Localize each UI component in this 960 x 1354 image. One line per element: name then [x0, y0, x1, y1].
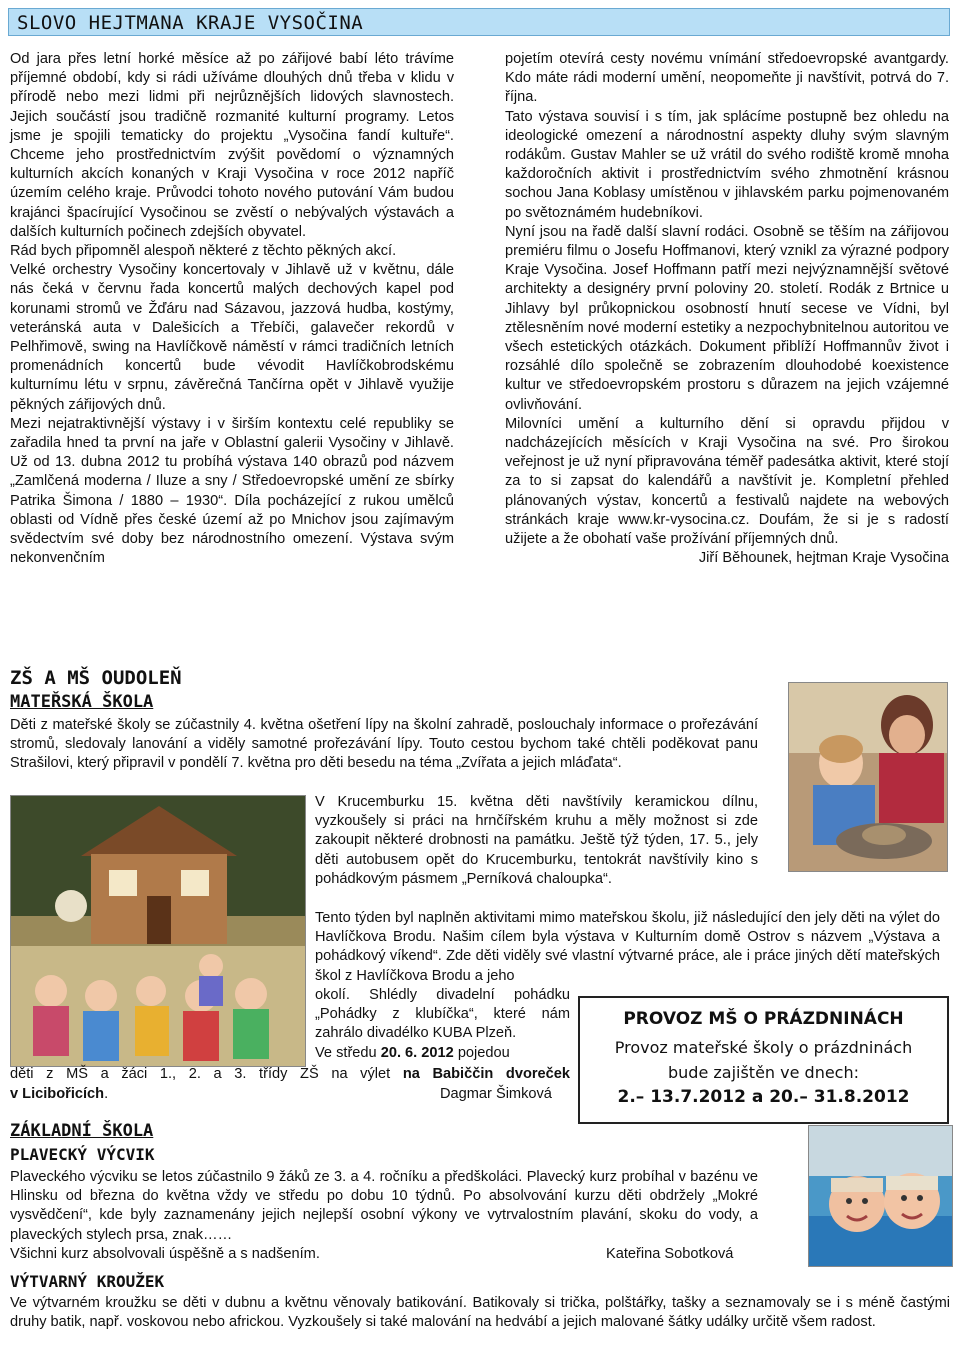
ms-author: Dagmar Šimková [440, 1086, 552, 1102]
ms-intro-text: Děti z mateřské školy se zúčastnily 4. května ošetření lípy na školní zahradě, poslouchaly informace o prořezávání stromů, sledovaly lanování a viděly samotné prořezávání lípy. Touto cestou bychom také chtěli poděkovat panu Strašilovi, který připravil v pondělí 7. května pro děti besedu na téma „Zvířata a jejich mláďata“. [10, 717, 758, 772]
hejtman-left-column [10, 50, 454, 568]
gingerbread-photo-image [11, 796, 306, 1067]
ms-trip-date: 20. 6. 2012 [380, 1044, 454, 1061]
vk-text-body: Ve výtvarném kroužku se děti v dubnu a květnu věnovaly batikování. Batikovaly si trička, polštářky, tašky a seznamovaly se i s méně častými druhy batik, např. voskovou nebo africkou. Vyzkoušely si také malování na hedvábí a jejich malované šátky událky určitě všem radost. [10, 1295, 950, 1331]
plav-heading: PLAVECKÝ VÝCVIK [10, 1145, 155, 1164]
hejtman-right-column [505, 50, 949, 568]
vk-heading: VÝTVARNÝ KROUŽEK [10, 1272, 165, 1291]
pottery-photo [788, 682, 948, 872]
ms-divadlo [315, 986, 570, 1063]
ms-intro [10, 716, 758, 774]
banner-title: SLOVO HEJTMANA KRAJE VYSOČINA [17, 12, 364, 34]
gingerbread-photo [10, 795, 306, 1067]
hejtman-paragraph: Tato výstava souvisí i s tím, jak splácíme postupně bez ohledu na ideologické omezení a národnostní aspekty dluhy svým slavným rodákům. Gustav Mahler se už vrátil do svého rodiště kromě mnoha každoročních aktivit i prostřednictvím svého zhmotnění krásnou sochou Jana Koblasy umístěnou v jihlavském parku pojmenovaném po světoznámém hudebníkovi. [505, 108, 949, 221]
ms-trip-line-2 [10, 1065, 570, 1084]
pottery-photo-image [789, 683, 948, 872]
school-heading: ZŠ A MŠ OUDOLEŇ [10, 667, 182, 689]
pool-photo-image [809, 1126, 953, 1267]
pool-photo [808, 1125, 953, 1267]
plav-text-end: Všichni kurz absolvovali úspěšně a s nadšením. [10, 1246, 320, 1262]
provoz-line2: bude zajištěn ve dnech: [667, 1063, 860, 1083]
hejtman-paragraph: Nyní jsou na řadě další slavní rodáci. Osobně se těším na zářijovou premiéru filmu o Josefu Hoffmanovi, který vznikl za výrazné podpory Kraje Vysočina. Josef Hoffmann patří mezi nejvýznamnější světové architekty a designéry první poloviny 20. století. Rodák z Brtnice u Jihlavy byl průkopnickou osobností hnutí secese ve Vídni, byl ztělesněním nové moderní estetiky a nezpochybnitelnou autoritou ve všech estetických otázkách. Dokument přiblíží Hoffmannův život i rozsáhlé dílo společně se zobrazením dlouhodobé koexistence kultur ve středoevropském prostoru s důrazem na jejich vzájemné ovlivňování. [505, 223, 949, 413]
provoz-box [578, 996, 949, 1124]
plav-text-body: Plaveckého výcviku se letos zúčastnilo 9 žáků ze 3. a 4. ročníku a předškoláci. Plavecký kurz probíhal v bazénu ve Hlinsku od března do května vždy ve středu po dobu 10 týdnů. Po absolvování kurzu děti obdržely „Mokré vysvědčení“, kde byly zaznamenány jejich nejlepší osobní výkony ve vytrvalostním plavání, skoku do vody, a plaveckých stylech prsa, znak…… [10, 1169, 758, 1243]
hejtman-signature: Jiří Běhounek, hejtman Kraje Vysočina [698, 550, 949, 567]
provoz-dates: 2.– 13.7.2012 a 20.– 31.8.2012 [617, 1087, 910, 1108]
ms-trip3-post: . [104, 1086, 109, 1102]
ms-trip2-bold: na Babiččin dvoreček [402, 1066, 571, 1082]
hejtman-paragraph: pojetím otevírá cesty novému vnímání středoevropské avantgardy. Kdo máte rádi moderní umění, neopomeňte ji navštívit, potrvá do 7. října. [505, 51, 949, 106]
hejtman-paragraph: Velké orchestry Vysočiny koncertovaly v Jihlavě už v květnu, dále nás čeká v červnu řada koncertů malých dechových kapel pod korunami stromů ve Žďáru nad Sázavou, jazzová hudba, kostýmy, veteránská auta v Dalešicích a Třebíči, galavečer rekordů v Pelhřimově, swing na Havlíčkově náměstí v rámci tradičních letních promenádních koncertů bude vévodit Havlíčkobrodskému kulturnímu létu v srpnu, závěrečná Tančírna opět v Jihlavě využije pěkných zářijových dnů. [10, 262, 454, 413]
plav-author: Kateřina Sobotková [606, 1246, 734, 1262]
ms-havlickuv-brod [315, 909, 940, 986]
hejtman-paragraph: Od jara přes letní horké měsíce až po zářijové babí léto trávíme příjemné období, kdy si rádi užíváme dlouhých dnů třeba v klidu v přírodě nebo mezi lidmi při nejrůznějších lidových slavnostech. Jejich součástí jsou tradičně rozmanité kulturní programy. Letos jsme je spojili tematicky do projektu „Vysočina fandí kultuře“. Chceme jeho prostřednictvím zvýšit povědomí o významných kulturních akcích konaných v Kraji Vysočina v roce 2012 napříč územím celého kraje. Průvodci tohoto nového putování Vám budou krajánci špacírující Vysočinou se zvěstí o nebývalých výstavách a dalších kulturních počinech zdejších obyvatel. [10, 51, 454, 240]
ms-krucemburk-text: V Krucemburku 15. května děti navštívily keramickou dílnu, vyzkoušely si práci na hrnčířském kruhu a měly možnost si zde zakoupit některé drobnosti na památku. Ještě týž týden, 17. 5., jely děti autobusem opět do Krucemburku, tentokrát navštívily kino s pohádkovým pásmem „Perníková chaloupka“. [315, 794, 758, 887]
ms-havlickuv-brod-text: Tento týden byl naplněn aktivitami mimo mateřskou školu, již následující den jely děti na výlet do Havlíčkova Brodu. Našim cílem byla výstava v Kulturním domě Ostrov s názvem „Výstava a pohádkový víkend“. Zde děti viděly své vlastní výtvarné práce, ale i práce jiných dětí mateřských škol z Havlíčkova Brodu a jeho [315, 910, 940, 984]
provoz-line1: Provoz mateřské školy o prázdninách [614, 1038, 913, 1058]
plav-text [10, 1168, 758, 1245]
ms-heading: MATEŘSKÁ ŠKOLA [10, 692, 154, 712]
ms-trip-post: pojedou [453, 1044, 510, 1061]
ms-trip-pre: Ve středu [315, 1044, 381, 1061]
hejtman-paragraph: Mezi nejatraktivnější výstavy i v širším kontextu celé republiky se zařadila hned ta první na jaře v Oblastní galerii Vysočiny v Jihlavě. Už od 13. dubna 2012 tu probíhá výstava 140 obrazů pod názvem „Zamlčená moderna / Iluze a sny / Středoevropské umění ze sbírky Patrika Šimona / 1880 – 1930“. Díla pocházející z rukou umělců oblasti od Vídně přes české území až po Mnichov jsou zajímavým svědectvím své doby bez národnostního omezení. Výstava svým nekonvenčním [10, 415, 454, 567]
zs-heading: ZÁKLADNÍ ŠKOLA [10, 1121, 154, 1141]
ms-trip3-bold: v Licibořicích [10, 1086, 105, 1102]
ms-divadlo-text: okolí. Shlédly divadelní pohádku „Pohádky z klubíčka“, které nám zahrálo divadélko KUBA Plzeň. [315, 987, 570, 1042]
vk-text [10, 1294, 950, 1332]
provoz-title: PROVOZ MŠ O PRÁZDNINÁCH [623, 1009, 904, 1029]
ms-trip-line [315, 1044, 570, 1063]
hejtman-paragraph: Milovníci umění a kulturního dění si opravdu přijdou v nadcházejících měsících v Kraji Vysočina na své. Pro širokou veřejnost je už nyní připravována téměř padesátka aktivit, které stojí za to si zapsat do kalendářů a navštívit je. Kompletní přehled plánovaných výstav, koncertů a festivalů najdete na webových stránkách kraje www.kr-vysocina.cz. Doufám, že si je s radostí užijete a že obohatí vaše prožívání příjemných dnů. [505, 415, 949, 548]
hejtman-paragraph: Rád bych připomněl alespoň některé z těchto pěkných akcí. [10, 243, 397, 260]
section-banner [8, 8, 950, 36]
ms-trip2-pre: děti z MŠ a žáci 1., 2. a 3. třídy ZŠ na výlet [10, 1066, 403, 1082]
ms-krucemburk [315, 793, 758, 889]
ms-trip-line-3 [10, 1085, 108, 1104]
